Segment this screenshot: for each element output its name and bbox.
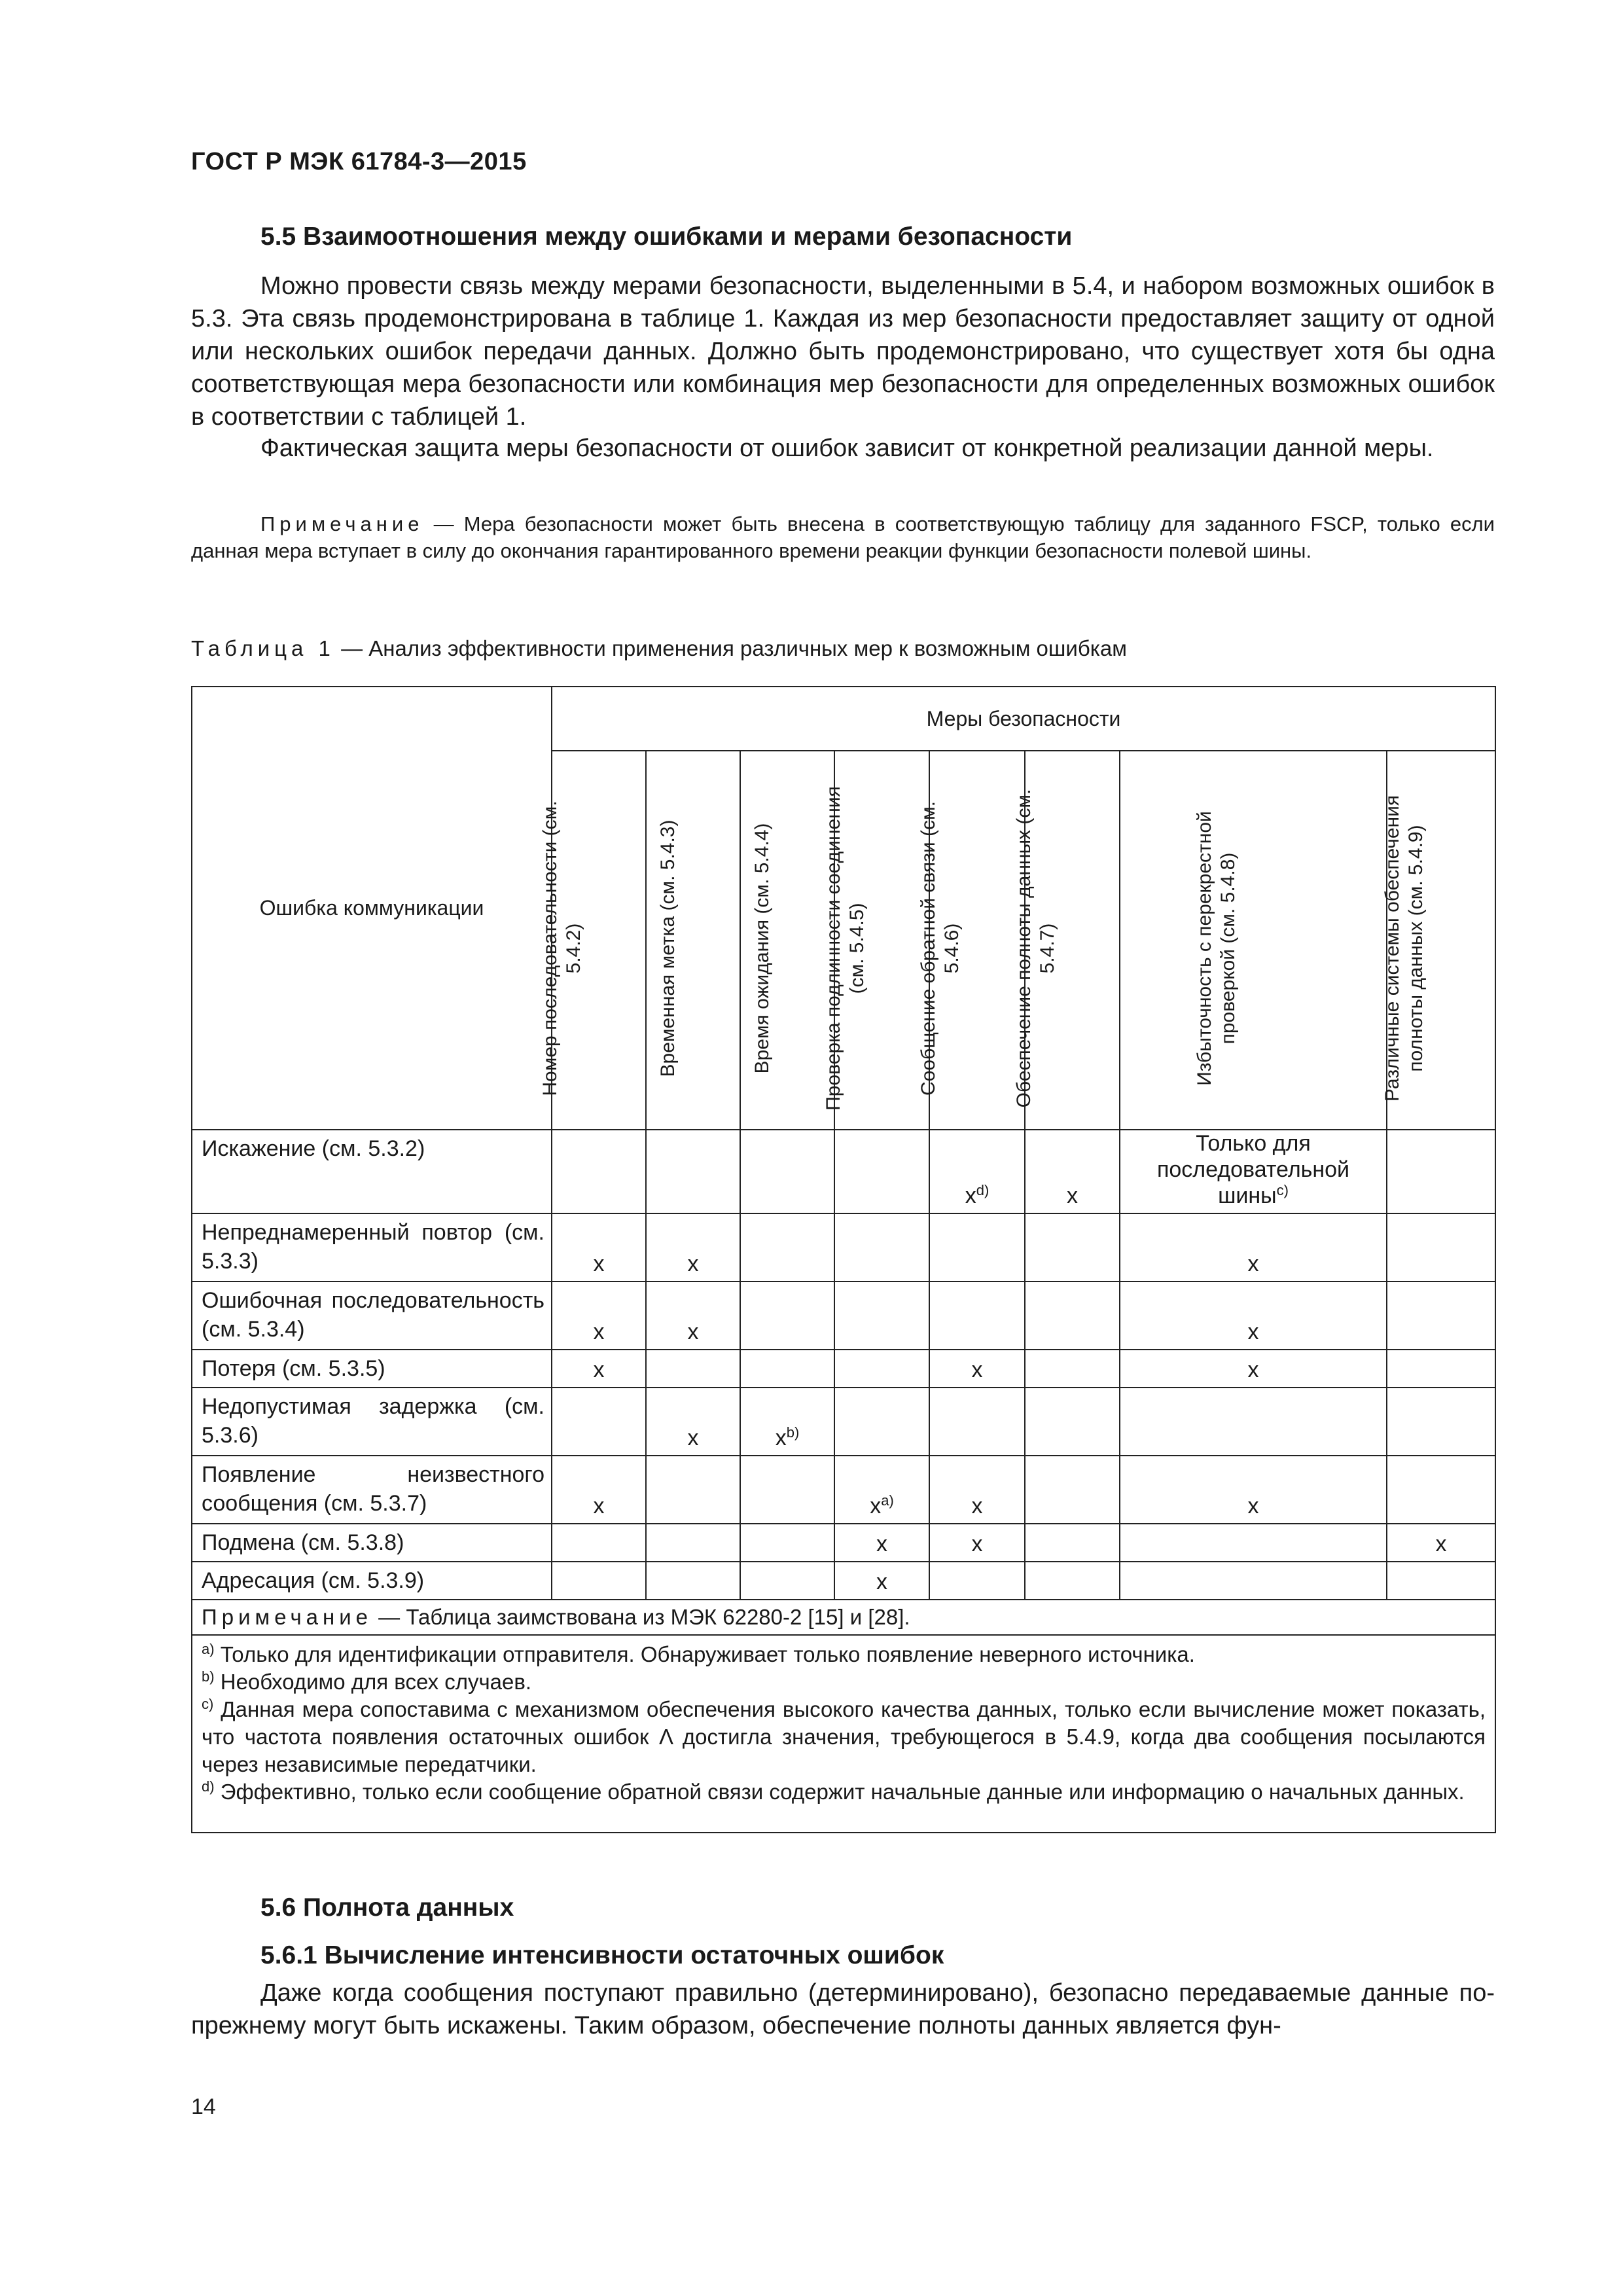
column-header-label: Проверка подлинности соединения (см. 5.4.5) bbox=[822, 786, 868, 1111]
document-header: ГОСТ Р МЭК 61784-3—2015 bbox=[191, 148, 527, 175]
table-caption-text: — Анализ эффективности применения различных мер к возможным ошибкам bbox=[334, 636, 1127, 660]
section-5-6-paragraph-1: Даже когда сообщения поступают правильно (детерминировано), безопасно передаваемые данные по-прежнему могут быть искажены. Таким образом, обеспечение полноты данных является фун- bbox=[191, 1979, 1495, 2039]
column-header-3 bbox=[740, 751, 834, 1130]
measure-cell bbox=[834, 1130, 929, 1213]
footnote bbox=[202, 1668, 1486, 1696]
column-header-label: Время ожидания (см. 5.4.4) bbox=[751, 823, 773, 1074]
footnote-text: Необходимо для всех случаев. bbox=[214, 1670, 532, 1694]
column-header-5 bbox=[918, 751, 1025, 1130]
group-header-cell: Меры безопасности bbox=[552, 687, 1495, 751]
measure-cell bbox=[740, 1282, 834, 1350]
column-header-label: Избыточность с перекрестной проверкой (см. 5.4.8) bbox=[1194, 811, 1239, 1086]
table-row bbox=[192, 1213, 1495, 1282]
measure-cell bbox=[1120, 1388, 1387, 1456]
section-5-5-paragraph-1: Можно провести связь между мерами безопасности, выделенными в 5.4, и набором возможных ошибок в 5.3. Эта связь продемонстрирована в таблице 1. Каждая из мер безопасности предоставляет защиту от одной или нескольких ошибок передачи данных. Должно быть продемонстрировано, что существует хотя бы одна соответствующая мера безопасности или комбинация мер безопасности для определенных возможных ошибок в соответствии с таблицей 1. bbox=[191, 272, 1495, 431]
measure-cell bbox=[1025, 1524, 1120, 1562]
footnote-ref: b) bbox=[786, 1424, 800, 1441]
measure-cell bbox=[552, 1130, 646, 1213]
error-name-cell: Появление неизвестного сообщения (см. 5.3.7) bbox=[192, 1456, 552, 1524]
measure-cell bbox=[740, 1350, 834, 1388]
note-text: — Мера безопасности может быть внесена в соответствующую таблицу для заданного FSCP, только если данная мера вступает в силу до окончания гарантированного времени реакции функции безопасности полевой шины. bbox=[191, 512, 1495, 562]
measure-cell bbox=[1387, 1282, 1495, 1350]
footnote-ref: c) bbox=[1276, 1182, 1289, 1198]
measure-cell: x bbox=[929, 1524, 1025, 1562]
column-header-label: Обеспечение полноты данных (см. 5.4.7) bbox=[1012, 789, 1058, 1108]
measure-cell bbox=[646, 1130, 740, 1213]
measure-cell bbox=[929, 1213, 1025, 1282]
measure-cell: $x^{a)}$ bbox=[834, 1456, 929, 1524]
table-caption bbox=[191, 636, 1127, 661]
measures-table bbox=[191, 686, 1496, 1833]
measure-cell: x bbox=[1387, 1524, 1495, 1562]
error-name-cell: Ошибочная последовательность (см. 5.3.4) bbox=[192, 1282, 552, 1350]
measure-cell bbox=[1025, 1350, 1120, 1388]
footnote bbox=[202, 1778, 1486, 1806]
measure-cell: $x^{b)}$ bbox=[740, 1388, 834, 1456]
measure-cell: x bbox=[1120, 1456, 1387, 1524]
error-name-cell: Потеря (см. 5.3.5) bbox=[192, 1350, 552, 1388]
measure-cell bbox=[1025, 1456, 1120, 1524]
measure-cell bbox=[646, 1562, 740, 1600]
footnote-mark: a) bbox=[202, 1641, 215, 1657]
column-header-label: Номер последовательности (см. 5.4.2) bbox=[539, 800, 584, 1096]
measure-cell bbox=[740, 1130, 834, 1213]
footnotes-cell bbox=[192, 1635, 1495, 1833]
section-5-6-title: 5.6 Полнота данных bbox=[260, 1893, 514, 1922]
measure-cell: x bbox=[1120, 1350, 1387, 1388]
error-name-cell: Адресация (см. 5.3.9) bbox=[192, 1562, 552, 1600]
note-label: Примечание bbox=[260, 512, 424, 535]
measure-cell: x bbox=[929, 1350, 1025, 1388]
measure-cell bbox=[1025, 1213, 1120, 1282]
footnote-mark: b) bbox=[202, 1668, 215, 1685]
measure-cell: $x^{d)}$ bbox=[929, 1130, 1025, 1213]
measure-cell bbox=[1025, 1388, 1120, 1456]
measure-cell: x bbox=[1025, 1130, 1120, 1213]
measure-cell bbox=[834, 1350, 929, 1388]
column-header-6 bbox=[1012, 751, 1120, 1130]
column-header-4 bbox=[822, 751, 929, 1130]
page-number: 14 bbox=[191, 2094, 216, 2119]
measure-cell bbox=[1387, 1350, 1495, 1388]
measure-cell bbox=[646, 1456, 740, 1524]
measure-cell: x bbox=[552, 1213, 646, 1282]
footnote-text: Данная мера сопоставима с механизмом обеспечения высокого качества данных, только если вычисление может показать, что частота появления остаточных ошибок Λ достигла значения, требующегося в 5.4.9, когда два сообщения посылаются через независимые передатчики. bbox=[202, 1697, 1486, 1776]
measure-cell bbox=[646, 1350, 740, 1388]
measure-cell bbox=[1120, 1524, 1387, 1562]
error-name-cell: Искажение (см. 5.3.2) bbox=[192, 1130, 552, 1213]
row-header-cell: Ошибка коммуникации bbox=[192, 687, 552, 1130]
error-name-cell: Подмена (см. 5.3.8) bbox=[192, 1524, 552, 1562]
footnote-text: Эффективно, только если сообщение обратной связи содержит начальные данные или информацию о начальных данных. bbox=[214, 1780, 1465, 1804]
section-5-5-note bbox=[191, 511, 1495, 564]
measure-cell: x bbox=[646, 1213, 740, 1282]
column-header-2 bbox=[646, 751, 740, 1130]
footnote bbox=[202, 1696, 1486, 1778]
column-header-label: Сообщение обратной связи (см. 5.4.6) bbox=[918, 801, 963, 1096]
measure-cell bbox=[1387, 1130, 1495, 1213]
table-row bbox=[192, 1456, 1495, 1524]
table-row bbox=[192, 1282, 1495, 1350]
measure-cell bbox=[740, 1562, 834, 1600]
table-note-text: — Таблица заимствована из МЭК 62280-2 [15] и [28]. bbox=[372, 1605, 910, 1629]
measure-cell bbox=[740, 1213, 834, 1282]
measure-cell: x bbox=[834, 1524, 929, 1562]
table-row bbox=[192, 1350, 1495, 1388]
column-header-7 bbox=[1120, 751, 1387, 1130]
table-note-cell bbox=[192, 1600, 1495, 1635]
column-header-label: Различные системы обеспечения полноты данных (см. 5.4.9) bbox=[1382, 795, 1427, 1102]
table-row bbox=[192, 1130, 1495, 1213]
table-row bbox=[192, 1524, 1495, 1562]
measure-cell bbox=[929, 1388, 1025, 1456]
measure-cell bbox=[834, 1213, 929, 1282]
footnote-mark: c) bbox=[202, 1696, 214, 1712]
measure-cell: x bbox=[552, 1456, 646, 1524]
measure-cell: Только для последовательной шины$^{c)}$ bbox=[1120, 1130, 1387, 1213]
measure-cell bbox=[552, 1524, 646, 1562]
measure-cell bbox=[1387, 1388, 1495, 1456]
measure-cell bbox=[1387, 1562, 1495, 1600]
column-header-8 bbox=[1382, 751, 1495, 1130]
measure-cell bbox=[1120, 1562, 1387, 1600]
measure-cell: x bbox=[834, 1562, 929, 1600]
column-header-label: Временная метка (см. 5.4.3) bbox=[657, 819, 679, 1077]
measure-cell: x bbox=[552, 1282, 646, 1350]
measure-cell: x bbox=[1120, 1282, 1387, 1350]
measure-cell: x bbox=[552, 1350, 646, 1388]
measure-cell bbox=[834, 1282, 929, 1350]
table-row bbox=[192, 1388, 1495, 1456]
footnote-mark: d) bbox=[202, 1778, 215, 1795]
footnote-ref: a) bbox=[881, 1492, 894, 1509]
measure-cell bbox=[740, 1524, 834, 1562]
section-5-6-1-title: 5.6.1 Вычисление интенсивности остаточных ошибок bbox=[260, 1941, 944, 1969]
measure-cell bbox=[646, 1524, 740, 1562]
measure-cell bbox=[1387, 1456, 1495, 1524]
section-5-5-paragraph-2: Фактическая защита меры безопасности от ошибок зависит от конкретной реализации данной меры. bbox=[260, 435, 1434, 462]
table-note-label: Примечание bbox=[202, 1605, 373, 1629]
section-5-5-title: 5.5 Взаимоотношения между ошибками и мерами безопасности bbox=[260, 223, 1073, 251]
table-caption-label: Таблица 1 bbox=[191, 636, 335, 660]
measure-cell bbox=[552, 1562, 646, 1600]
measure-cell bbox=[1387, 1213, 1495, 1282]
measure-cell: x bbox=[646, 1282, 740, 1350]
measure-cell bbox=[1025, 1562, 1120, 1600]
table-row bbox=[192, 1562, 1495, 1600]
footnote-text: Только для идентификации отправителя. Обнаруживает только появление неверного источника. bbox=[214, 1642, 1195, 1666]
measure-cell: x bbox=[1120, 1213, 1387, 1282]
measure-cell bbox=[1025, 1282, 1120, 1350]
measure-cell: x bbox=[646, 1388, 740, 1456]
measure-cell: x bbox=[929, 1456, 1025, 1524]
footnote bbox=[202, 1641, 1486, 1668]
measure-cell bbox=[552, 1388, 646, 1456]
measure-cell bbox=[740, 1456, 834, 1524]
error-name-cell: Недопустимая задержка (см. 5.3.6) bbox=[192, 1388, 552, 1456]
measure-cell bbox=[929, 1282, 1025, 1350]
measure-cell bbox=[929, 1562, 1025, 1600]
column-header-1 bbox=[539, 751, 646, 1130]
footnote-ref: d) bbox=[976, 1182, 990, 1198]
error-name-cell: Непреднамеренный повтор (см. 5.3.3) bbox=[192, 1213, 552, 1282]
measure-cell bbox=[834, 1388, 929, 1456]
